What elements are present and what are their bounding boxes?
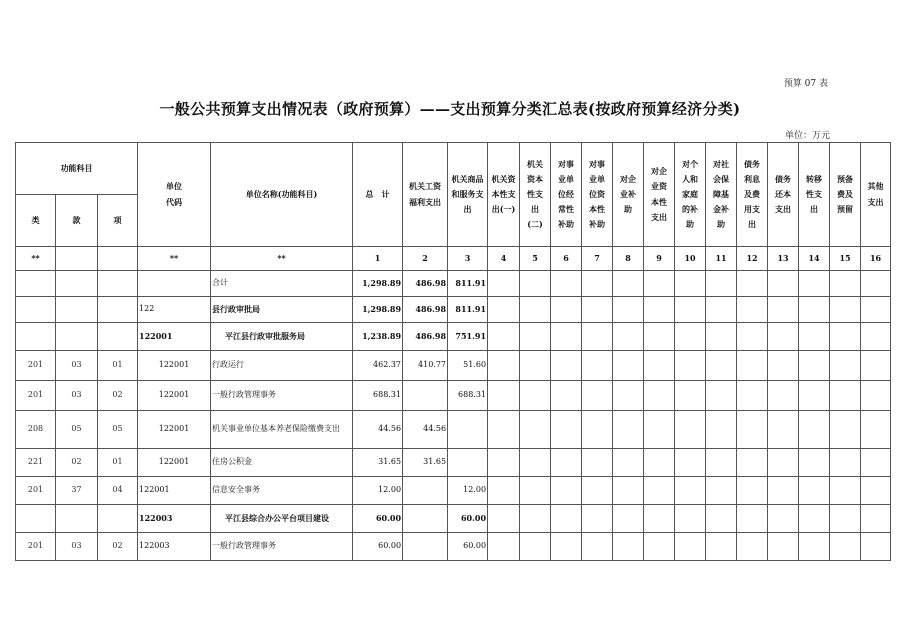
table-row: [16, 323, 891, 351]
table-row: [16, 411, 891, 449]
marker-num-2: 2: [403, 247, 448, 271]
cell-c2: 12.00: [448, 477, 488, 505]
cell-lei: [16, 323, 56, 351]
cell-c1: [403, 477, 448, 505]
cell-kuan: 37: [56, 477, 98, 505]
cell-kuan: 05: [56, 411, 98, 449]
cell-name: 一般行政管理事务: [211, 533, 353, 561]
cell-code: [138, 271, 211, 297]
header-func-subject: 功能科目: [16, 143, 138, 195]
cell-kuan: 03: [56, 351, 98, 381]
cell-kuan: [56, 505, 98, 533]
cell-c2: 811.91: [448, 297, 488, 323]
header-col-5: [551, 143, 582, 247]
marker-num-5: 5: [520, 247, 551, 271]
header-col-11-text: 债务 利息 及费 用支 出: [744, 158, 761, 230]
header-col-9: [675, 143, 706, 247]
cell-code: 122: [138, 297, 211, 323]
cell-xiang: 05: [98, 411, 138, 449]
marker-num-3: 3: [448, 247, 488, 271]
marker-num-14: 14: [799, 247, 830, 271]
cell-xiang: [98, 271, 138, 297]
cell-name: 行政运行: [211, 351, 353, 381]
cell-total: 1,238.89: [353, 323, 403, 351]
cell-code: 122001: [138, 381, 211, 411]
header-col-1: [403, 143, 448, 247]
cell-xiang: [98, 323, 138, 351]
header-col-10: [706, 143, 737, 247]
cell-kuan: [56, 323, 98, 351]
cell-xiang: [98, 505, 138, 533]
form-number: 预算 07 表: [783, 79, 828, 89]
budget-table: [15, 142, 891, 561]
marker-xiang: [98, 247, 138, 271]
marker-num-7: 7: [582, 247, 613, 271]
cell-code: 122001: [138, 351, 211, 381]
header-col-2-text: 机关商品 和服务支 出: [451, 173, 484, 215]
cell-c1: [403, 533, 448, 561]
header-col-8: [644, 143, 675, 247]
cell-name: 县行政审批局: [211, 297, 353, 323]
header-col-15-text: 其他 支出: [867, 181, 884, 207]
table-row: [16, 505, 891, 533]
cell-lei: 221: [16, 449, 56, 477]
cell-xiang: 02: [98, 381, 138, 411]
table-row: [16, 351, 891, 381]
marker-num-10: 10: [675, 247, 706, 271]
cell-code: 122001: [138, 323, 211, 351]
cell-c2: [448, 449, 488, 477]
header-col-8-text: 对企 业资 本性 支出: [651, 166, 668, 222]
cell-c2: 60.00: [448, 505, 488, 533]
marker-lei: **: [16, 247, 56, 271]
marker-num-11: 11: [706, 247, 737, 271]
table-row: [16, 381, 891, 411]
cell-lei: [16, 505, 56, 533]
cell-c2: 688.31: [448, 381, 488, 411]
header-col-7-text: 对企 业补 助: [620, 173, 637, 215]
header-kuan: 款: [56, 195, 98, 247]
marker-code: **: [138, 247, 211, 271]
marker-num-8: 8: [613, 247, 644, 271]
header-unit-code: [138, 143, 211, 247]
header-col-12: [768, 143, 799, 247]
cell-xiang: 01: [98, 351, 138, 381]
cell-c1: 410.77: [403, 351, 448, 381]
cell-name: 住房公积金: [211, 449, 353, 477]
cell-code: 122001: [138, 449, 211, 477]
marker-num-16: 16: [861, 247, 891, 271]
marker-kuan: [56, 247, 98, 271]
cell-c1: [403, 381, 448, 411]
header-col-13-text: 转移 性支 出: [806, 173, 823, 215]
marker-num-9: 9: [644, 247, 675, 271]
cell-xiang: [98, 297, 138, 323]
header-col-6-text: 对事 业单 位资 本性 补助: [589, 158, 606, 230]
cell-name: 合计: [211, 271, 353, 297]
marker-num-6: 6: [551, 247, 582, 271]
cell-c1: 486.98: [403, 297, 448, 323]
cell-total: 462.37: [353, 351, 403, 381]
header-col-14: [830, 143, 861, 247]
header-col-13: [799, 143, 830, 247]
cell-lei: 201: [16, 381, 56, 411]
cell-kuan: [56, 297, 98, 323]
header-col-12-text: 债务 还本 支出: [775, 173, 792, 215]
cell-lei: 201: [16, 477, 56, 505]
cell-c2: 51.60: [448, 351, 488, 381]
header-col-9-text: 对个 人和 家庭 的补 助: [682, 158, 699, 230]
unit-label: 单位：万元: [784, 131, 830, 141]
cell-c2: 751.91: [448, 323, 488, 351]
cell-name: 平江县行政审批服务局: [211, 323, 353, 351]
table-row: [16, 533, 891, 561]
cell-xiang: 01: [98, 449, 138, 477]
table-row: [16, 477, 891, 505]
cell-total: 31.65: [353, 449, 403, 477]
cell-lei: [16, 271, 56, 297]
cell-c1: 31.65: [403, 449, 448, 477]
cell-code: 122003: [138, 505, 211, 533]
cell-c2: 60.00: [448, 533, 488, 561]
cell-total: 44.56: [353, 411, 403, 449]
cell-kuan: 03: [56, 381, 98, 411]
header-col-5-text: 对事 业单 位经 常性 补助: [558, 158, 575, 230]
header-total: 总 计: [353, 143, 403, 247]
header-col-4: [520, 143, 551, 247]
header-lei: 类: [16, 195, 56, 247]
cell-total: 688.31: [353, 381, 403, 411]
cell-xiang: 02: [98, 533, 138, 561]
cell-lei: 208: [16, 411, 56, 449]
marker-num-15: 15: [830, 247, 861, 271]
header-col-6: [582, 143, 613, 247]
marker-num-13: 13: [768, 247, 799, 271]
cell-name: 一般行政管理事务: [211, 381, 353, 411]
cell-total: 12.00: [353, 477, 403, 505]
table-row: [16, 297, 891, 323]
header-col-10-text: 对社 会保 障基 金补 助: [713, 158, 730, 230]
table-row-total: [16, 271, 891, 297]
header-col-2: [448, 143, 488, 247]
marker-name: **: [211, 247, 353, 271]
cell-xiang: 04: [98, 477, 138, 505]
marker-num-12: 12: [737, 247, 768, 271]
cell-lei: 201: [16, 351, 56, 381]
cell-kuan: 03: [56, 533, 98, 561]
cell-c1: 44.56: [403, 411, 448, 449]
marker-num-4: 4: [488, 247, 520, 271]
cell-total: 60.00: [353, 533, 403, 561]
cell-name: 机关事业单位基本养老保险缴费支出: [211, 411, 353, 449]
page-title: 一般公共预算支出情况表（政府预算）——支出预算分类汇总表(按政府预算经济分类): [159, 100, 741, 118]
header-col-3: [488, 143, 520, 247]
cell-code: 122003: [138, 533, 211, 561]
header-xiang: 项: [98, 195, 138, 247]
header-col-1-text: 机关工资 福利支出: [409, 181, 442, 207]
cell-c2: [448, 411, 488, 449]
header-col-14-text: 预备 费及 预留: [837, 173, 854, 215]
cell-lei: [16, 297, 56, 323]
cell-lei: 201: [16, 533, 56, 561]
header-col-7: [613, 143, 644, 247]
cell-total: 1,298.89: [353, 297, 403, 323]
header-col-3-text: 机关资 本性支 出(一): [491, 173, 516, 215]
table-row: [16, 449, 891, 477]
cell-c1: [403, 505, 448, 533]
marker-row: [16, 247, 891, 271]
cell-name: 信息安全事务: [211, 477, 353, 505]
header-col-15: [861, 143, 891, 247]
header-unit-code-text: 单位 代码: [166, 181, 183, 207]
header-col-11: [737, 143, 768, 247]
cell-code: 122001: [138, 411, 211, 449]
cell-kuan: 02: [56, 449, 98, 477]
cell-c1: 486.98: [403, 271, 448, 297]
cell-code: 122001: [138, 477, 211, 505]
cell-name: 平江县综合办公平台项目建设: [211, 505, 353, 533]
header-unit-name: 单位名称(功能科目): [211, 143, 353, 247]
cell-kuan: [56, 271, 98, 297]
cell-total: 1,298.89: [353, 271, 403, 297]
header-row-1: [16, 143, 891, 195]
cell-c1: 486.98: [403, 323, 448, 351]
cell-total: 60.00: [353, 505, 403, 533]
header-col-4-text: 机关 资本 性支 出 (二): [527, 158, 544, 230]
cell-c2: 811.91: [448, 271, 488, 297]
marker-num-1: 1: [353, 247, 403, 271]
